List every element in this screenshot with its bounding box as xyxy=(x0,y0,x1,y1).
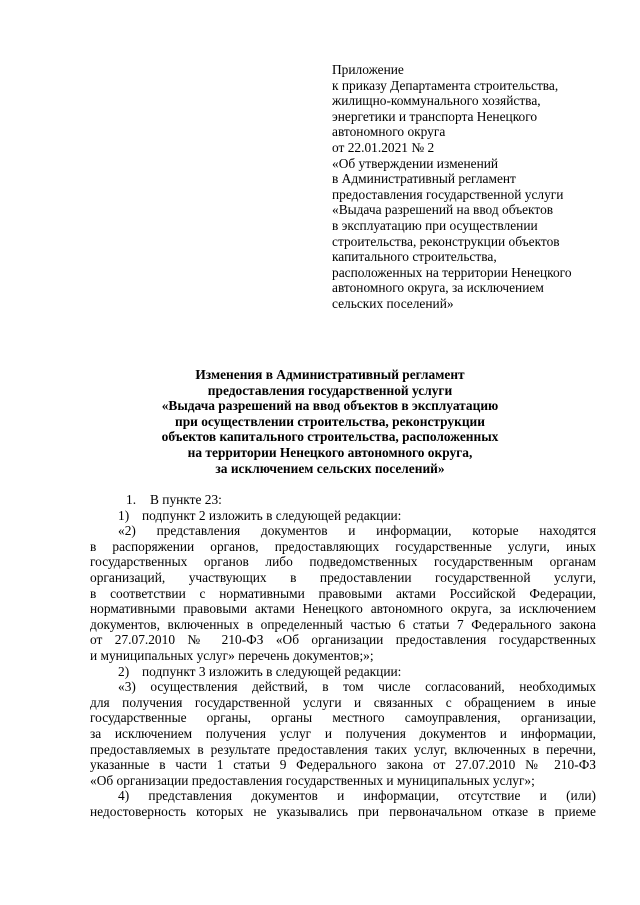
appendix-line: жилищно-коммунального хозяйства, xyxy=(332,93,541,109)
appendix-line: автономного округа, за исключением xyxy=(332,280,544,296)
paragraph-line: 4) представления документов и информации, отсутствие и (или) xyxy=(118,788,596,804)
appendix-line: предоставления государственной услуги xyxy=(332,186,564,202)
title-line: Изменения в Административный регламент xyxy=(195,367,465,382)
item-number: 2) xyxy=(118,663,130,679)
item-text: В пункте 23: xyxy=(150,492,222,507)
paragraph-line: и муниципальных услуг» перечень документов;»; xyxy=(90,647,374,663)
appendix-line: от 22.01.2021 № 2 xyxy=(332,139,435,155)
appendix-line: энергетики и транспорта Ненецкого xyxy=(332,108,538,124)
appendix-line: в эксплуатацию при осуществлении xyxy=(332,217,538,233)
title-line: «Выдача разрешений на ввод объектов в эксплуатацию xyxy=(161,398,499,414)
paragraph-line: организаций, участвующих в предоставлении государственной услуги, xyxy=(90,569,596,585)
appendix-line: Приложение xyxy=(332,62,404,77)
appendix-line: «Выдача разрешений на ввод объектов xyxy=(332,202,554,218)
item-text: подпункт 3 изложить в следующей редакции: xyxy=(142,663,402,679)
paragraph-line: в распоряжении органов, предоставляющих государственные услуги, иных xyxy=(90,538,596,554)
paragraph-line: нормативными правовыми актами Ненецкого автономного округа, за исключением xyxy=(90,601,596,617)
title-line: при осуществлении строительства, реконструкции xyxy=(175,413,485,429)
paragraph-line: государственные органы, органы местного самоуправления, организации, xyxy=(90,710,596,726)
paragraph-line: государственных органов либо подведомственных государственным органам xyxy=(90,554,596,570)
paragraph-line: указанные в части 1 статьи 9 Федерального закона от 27.07.2010 № 210-ФЗ xyxy=(90,757,596,773)
item-number: 1) xyxy=(118,507,130,523)
paragraph-line: предоставляемых в результате предоставления таких услуг, включенных в перечни, xyxy=(90,741,596,757)
paragraph-line: документов, включенных в определенный частью 6 статьи 7 Федерального закона xyxy=(90,616,596,632)
paragraph-line: за исключением получения услуг и получения документов и информации, xyxy=(90,725,596,741)
subitem-1 xyxy=(90,508,596,524)
title-line: за исключением сельских поселений» xyxy=(215,460,445,476)
subitem-2 xyxy=(90,664,596,680)
paragraph-line: в соответствии с нормативными правовыми актами Российской Федерации, xyxy=(90,585,596,601)
title-line: на территории Ненецкого автономного округа, xyxy=(187,444,473,460)
item-1 xyxy=(90,492,596,508)
appendix-line: в Административный регламент xyxy=(332,171,516,187)
appendix-line: строительства, реконструкции объектов xyxy=(332,233,560,249)
paragraph-line: «Об организации предоставления государственных и муниципальных услуг»; xyxy=(90,772,535,788)
document-title xyxy=(90,367,570,476)
appendix-line: автономного округа xyxy=(332,124,446,140)
title-line: предоставления государственной услуги xyxy=(207,382,453,398)
appendix-line: сельских поселений» xyxy=(332,295,454,311)
appendix-header xyxy=(332,62,622,312)
paragraph-line: недостоверность которых не указывались при первоначальном отказе в приеме xyxy=(90,803,596,819)
document-body xyxy=(90,492,596,819)
appendix-line: расположенных на территории Ненецкого xyxy=(332,264,572,280)
appendix-line: «Об утверждении изменений xyxy=(332,155,499,171)
appendix-line: капитального строительства, xyxy=(332,249,497,265)
item-number: 1. xyxy=(126,492,137,507)
item-text: подпункт 2 изложить в следующей редакции: xyxy=(142,507,402,523)
paragraph-line: «2) представления документов и информации, которые находятся xyxy=(118,523,596,539)
paragraph-line: от 27.07.2010 № 210-ФЗ «Об организации предоставления государственных xyxy=(90,632,596,648)
appendix-line: к приказу Департамента строительства, xyxy=(332,77,559,93)
title-line: объектов капитального строительства, расположенных xyxy=(161,429,499,445)
paragraph-line: «3) осуществления действий, в том числе согласований, необходимых xyxy=(118,679,596,695)
paragraph-line: для получения государственной услуги и связанных с обращением в иные xyxy=(90,694,596,710)
